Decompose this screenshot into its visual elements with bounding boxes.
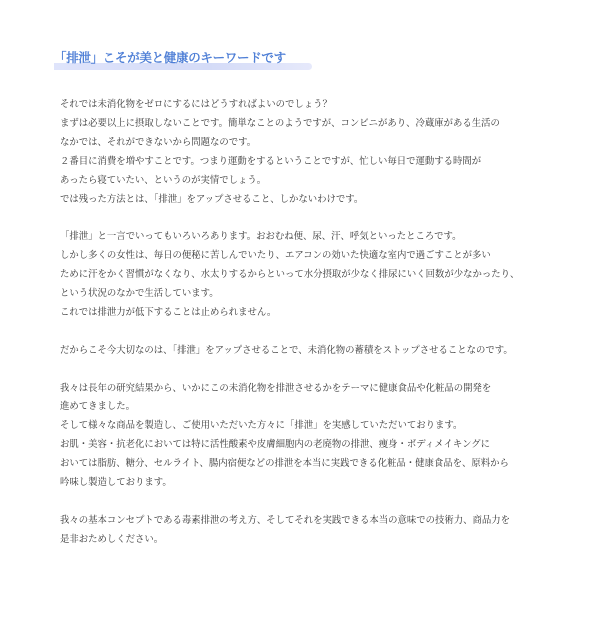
article-body — [60, 96, 560, 569]
paragraph-line: なかでは、それができないから問題なのです。 — [60, 136, 257, 148]
paragraph-line: まずは必要以上に摂取しないことです。簡単なことのようですが、コンビニがあり、冷蔵庫がある生活の — [60, 117, 500, 129]
paragraph-line: ために汗をかく習慣がなくなり、水太りするからといって水分摂取が少なく排尿にいく回数が少なかったり、 — [60, 269, 520, 281]
paragraph-line: という状況のなかで生活しています。 — [60, 288, 219, 300]
paragraph-line: しかし多くの女性は、毎日の便秘に苦しんでいたり、エアコンの効いた快適な室内で過ごすことが多い — [60, 250, 491, 262]
paragraph-4 — [60, 380, 560, 493]
paragraph-line: 「排泄」と一言でいってもいろいろあります。おおむね便、尿、汗、呼気といったところです。 — [60, 231, 462, 243]
paragraph-line: 進めてきました。 — [60, 401, 136, 413]
paragraph-line: おいては脂肪、糖分、セルライト、腸内宿便などの排泄を本当に実践できる化粧品・健康食品を、原料から — [60, 458, 509, 470]
paragraph-line: そして様々な商品を製造し、ご使用いただいた方々に「排泄」を実感していただいております。 — [60, 420, 463, 432]
paragraph-line: それでは未消化物をゼロにするにはどうすればよいのでしょう？ — [60, 99, 332, 110]
page-title: 「排泄」こそが美と健康のキーワードです — [54, 50, 286, 65]
paragraph-line: お肌・美容・抗老化においては特に活性酸素や皮膚細胞内の老廃物の排泄、痩身・ボディメイキングに — [60, 439, 491, 451]
paragraph-line: あったら寝ていたい、というのが実情でしょう。 — [60, 174, 267, 186]
heading-block — [54, 50, 314, 72]
paragraph-line: これでは排泄力が低下することは止められません。 — [60, 306, 277, 318]
paragraph-1 — [60, 96, 560, 209]
paragraph-line: 是非おためしください。 — [60, 533, 164, 545]
paragraph-line: ２番目に消費を増やすことです。つまり運動をするということですが、忙しい毎日で運動する時間が — [60, 155, 482, 167]
paragraph-5 — [60, 512, 560, 550]
paragraph-line: 吟味し製造しております。 — [60, 477, 172, 489]
paragraph-line: では残った方法とは、「排泄」をアップさせること、しかないわけです。 — [60, 193, 364, 205]
paragraph-3 — [60, 342, 560, 361]
paragraph-line: だからこそ今大切なのは、「排泄」をアップさせることで、未消化物の蓄積をストップさせることなのです。 — [60, 344, 513, 356]
paragraph-line: 我々は長年の研究結果から、いかにこの未消化物を排泄させるかをテーマに健康食品や化粧品の開発を — [60, 382, 492, 394]
paragraph-line: 我々の基本コンセプトである毒素排泄の考え方、そしてそれを実践できる本当の意味での技術力、商品力を — [60, 514, 511, 526]
paragraph-2 — [60, 228, 560, 323]
